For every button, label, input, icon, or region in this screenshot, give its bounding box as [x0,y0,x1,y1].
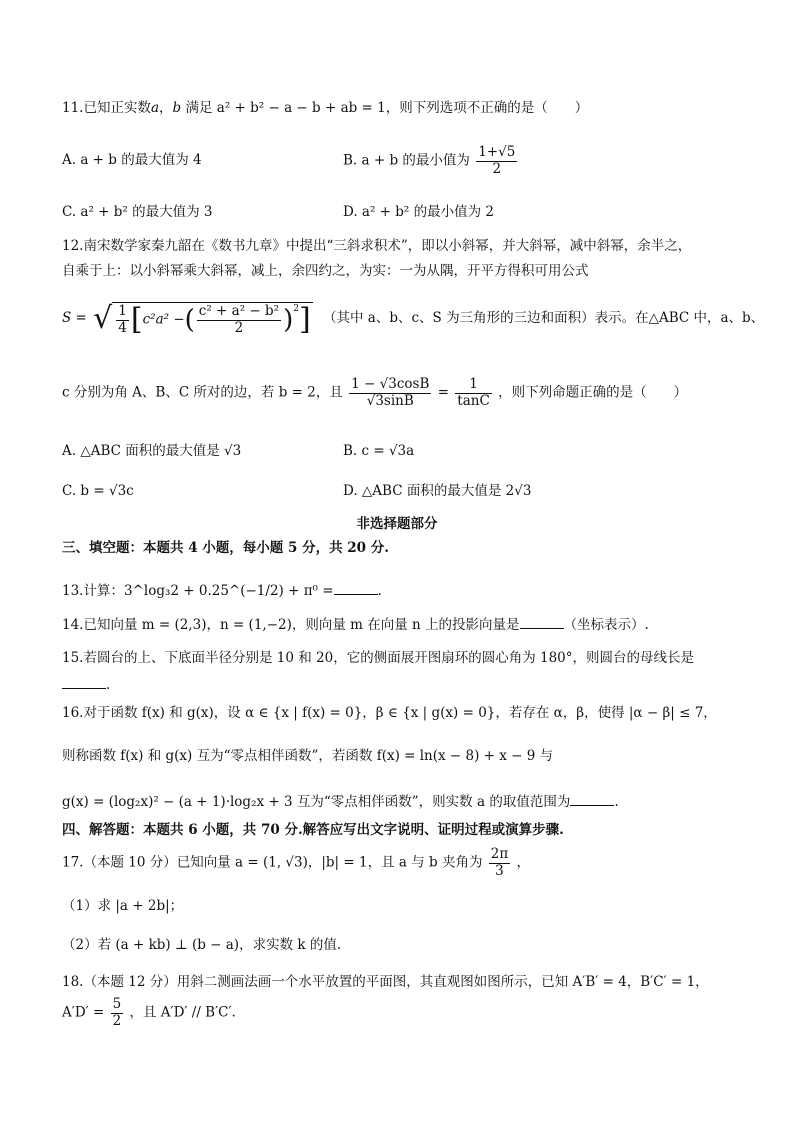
q12-line4-prefix: c 分别为角 A、B、C 所对的边，若 b = 2，且 [62,384,343,401]
q16-end: . [614,794,619,810]
q17-angle-num: 2π [490,846,509,862]
q17-stem [62,848,530,878]
q12-inner-fraction [197,305,281,335]
q12-quarter-den: 4 [118,319,127,336]
q11-prefix: 11.已知正实数 [62,100,151,116]
q18-fraction-den: 2 [112,1012,122,1029]
q11-var-a: a [150,100,160,116]
q12-formula-s: S = [62,309,87,326]
q16-line1: 16.对于函数 f(x) 和 g(x)，设 α ∈ {x | f(x) = 0}，β ∈ {x | g(x) = 0}，若存在 α，β，使得 |α − β| ≤ 7， [62,705,717,721]
q12-formula [62,302,764,358]
q12-quarter [116,305,129,335]
right-paren-icon: ) [283,305,294,335]
q11-option-b-den: 2 [492,160,502,177]
q13-end: . [377,583,382,599]
q18-line2-prefix: A′D′ = [62,1004,105,1021]
q11-var-b: b [172,100,182,116]
q13-text: 13.计算：3^log₃2 + 0.25^(−1/2) + π⁰ = [62,583,334,599]
q17-stem-suffix: ， [516,854,530,871]
q18-fraction-num: 5 [112,996,122,1012]
q12-frac1 [349,378,431,408]
q11-option-b-num: 1+√5 [478,144,516,160]
q12-inner-den: 2 [234,319,244,336]
q12-option-d: D. △ABC 面积的最大值是 2√3 [343,483,532,499]
q11-option-d: D. a² + b² 的最小值为 2 [343,204,495,220]
q12-line4-suffix: ，则下列命题正确的是（ ） [498,384,688,401]
q12-line2: 自乘于上：以小斜幂乘大斜幂，减上，余四约之，为实：一为从隅，开平方得积可用公式 [62,263,589,279]
q14 [62,616,649,633]
q12-frac2-den: tanC [457,392,490,409]
q17-part1: （1）求 |a + 2b|； [62,898,184,914]
q14-text: 14.已知向量 m = (2,3)，n = (1,−2)，则向量 m 在向量 n 上的投影向量是 [62,617,520,633]
q12-frac1-den: √3sinB [366,392,414,409]
q11-sep: ， [159,100,173,116]
q11-option-b-fraction [476,146,517,176]
q11-option-c: C. a² + b² 的最大值为 3 [62,204,213,220]
q17-part2: （2）若 (a + kb) ⊥ (b − a)，求实数 k 的值. [62,937,342,953]
q15-line2 [62,676,110,693]
q12-line1: 12.南宋数学家秦九韶在《数书九章》中提出“三斜求积术”，即以小斜幂，并大斜幂，减中斜幂，余半之， [62,238,692,254]
q13 [62,582,382,599]
q12-option-a: A. △ABC 面积的最大值是 √3 [62,443,242,459]
sqrt-icon: √ [93,300,113,336]
q16-blank [570,793,614,806]
q12-frac2-num: 1 [455,378,492,394]
section-nonselect-title: 非选择题部分 [356,516,438,532]
q12-quarter-num: 1 [118,303,127,319]
q17-angle [489,848,510,878]
q15-line1: 15.若圆台的上、下底面半径分别是 10 和 20，它的侧面展开图扇环的圆心角为 180°，则圆台的母线长是 [62,650,695,666]
q14-end: （坐标表示）. [563,617,649,633]
q12-option-b: B. c = √3a [343,443,415,459]
left-bracket-icon: [ [130,302,143,337]
q11-option-a: A. a + b 的最大值为 4 [62,152,202,168]
q14-blank [520,616,564,629]
section3-title: 三、填空题：本题共 4 小题，每小题 5 分，共 20 分. [62,540,389,556]
q11-stem [62,102,588,116]
q16-line2: 则称函数 f(x) 和 g(x) 互为“零点相伴函数”，若函数 f(x) = ln(x − 8) + x − 9 与 [62,748,554,764]
q17-stem-prefix: 17.（本题 10 分）已知向量 a = (1, √3)，|b| = 1，且 a 与 b 夹角为 [62,854,483,871]
q13-blank [334,582,378,595]
section4-title: 四、解答题：本题共 6 小题，共 70 分.解答应写出文字说明、证明过程或演算步骤. [62,822,564,838]
q11-condition: 满足 a² + b² − a − b + ab = 1，则下列选项不正确的是（ ） [181,100,589,116]
q12-line4 [62,378,687,408]
q15-end: . [106,677,111,693]
q12-formula-inner: c²a² − [142,311,185,328]
q18-line2 [62,998,236,1028]
q18-line2-suffix: ，且 A′D′ // B′C′. [129,1004,236,1021]
q15-blank [62,676,106,689]
q11-option-b-text: B. a + b 的最小值为 [343,152,470,169]
q12-radicand: $\frac{1}{4}$ [c²a² −( $\frac{\text{c² + a² − b²}}{2}$ )$^2$] [112,302,312,335]
q12-option-c: C. b = √3c [62,483,134,499]
q16-line3-text: g(x) = (log₂x)² − (a + 1)·log₂x + 3 互为“零点相伴函数”，则实数 a 的取值范围为 [62,794,571,810]
q16-line3 [62,793,619,810]
q18-line1: 18.（本题 12 分）用斜二测画法画一个水平放置的平面图，其直观图如图所示，已知 A′B′ = 4，B′C′ = 1， [62,974,709,990]
q17-angle-den: 3 [495,862,504,879]
q11-option-b [343,146,519,176]
q12-frac2 [455,378,492,408]
q12-formula-note: （其中 a、b、c、S 为三角形的三边和面积）表示。在△ABC 中，a、b、 [322,309,765,326]
q18-fraction [111,998,124,1028]
left-paren-icon: ( [184,305,195,335]
q12-equals: = [437,384,449,401]
q12-frac1-num: 1 − √3cosB [351,376,430,392]
right-bracket-icon: ] [298,302,311,337]
q12-inner-num: c² + a² − b² [198,303,280,319]
